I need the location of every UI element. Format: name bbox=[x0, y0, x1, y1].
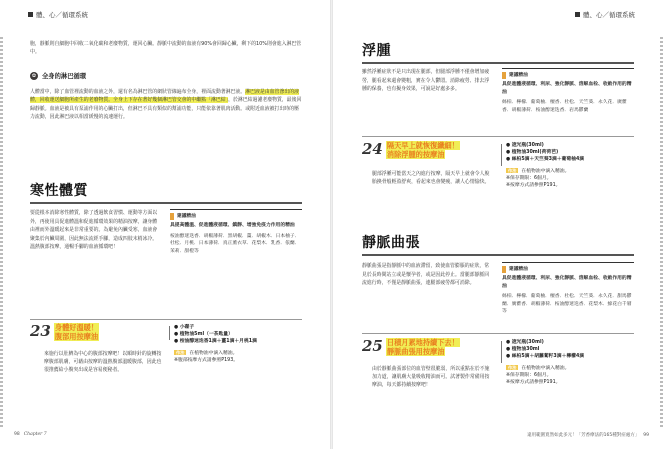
recipe-25-ingredients: ● 遮光瓶(30ml) ● 植物油30ml ● 絲柏5滴＋胡蘿蔔籽3滴＋檸檬4滴 作法 在植物油中滴入精油。 ※保存期限：6個月。 ※按摩方式請參照P191。 bbox=[506, 340, 585, 386]
recipe-rule bbox=[362, 136, 634, 137]
recommended-oils-box-2: 建議精油 具促進體液循環、利尿、強化靜脈、溶解血栓、收斂作用的精油 絲柏．檸檬．葡萄柚．檀香．杜松．天竺葵．永久花．甜馬鬱蘭．廣藿香．胡椒薄荷．桉油醇迷迭香．花梨木．綠花白千層等 bbox=[502, 262, 634, 315]
recommended-oils-list: 桉油醇迷迭香．胡椒薄荷．黑胡椒．薑．胡椒木．日本柚子．杜松．月桃．日本薄荷．真正薰衣草．花梨木．乳香．依蘭．茉莉．甜橙等 bbox=[170, 233, 300, 254]
header-square-icon bbox=[575, 12, 580, 17]
ingredient-divider bbox=[501, 341, 502, 363]
running-header-right: 體、心／循環系統 bbox=[575, 10, 635, 19]
intro-paragraph: 胞，靜脈則自細胞中回收二氧化碳和老廢物質，運回心臟。靜脈中流動的血液有90%會回歸心臟，剩下的10%則會進入淋巴管中。 bbox=[30, 41, 302, 56]
recipe-rule bbox=[30, 319, 302, 320]
recipe-24-title: 24 隔天早上就恢復纖細！ 消除浮腫的按摩油 bbox=[362, 140, 459, 159]
footer-left: 98 Chapter 7 bbox=[14, 432, 47, 437]
recipe-25-body: 由於靜脈曲張部位的血管壁很脆弱，所以重點在於不施加力道，讓肌膚大量吸收精油而可。試著製作常備用按摩油，每天都持續按摩吧！ bbox=[372, 366, 490, 388]
title-rule bbox=[362, 62, 634, 64]
recipe-24-body: 腿部浮腫可能當天之內進行按摩，隔天早上就會令人脫胎換骨般輕盈舒爽，看起來也會變瘦，讓人心情愉快。 bbox=[372, 171, 490, 185]
lymph-heading: ✿ 全身的淋巴循環 bbox=[31, 72, 87, 80]
bullet-dot-icon: ✿ bbox=[31, 72, 37, 79]
right-page bbox=[332, 0, 663, 449]
footer-right: 遠用範圍寬然如此多元！「芳香療法的165種對症處方」 99 bbox=[527, 432, 649, 438]
recipe-24-ingredients: ● 遮光瓶(30ml) ● 植物油30ml(荷荷芭) ● 絲柏5滴＋天竺葵3滴＋葡萄柚4滴 作法 在植物油中滴入精油。 ※保存期限：6個月。 ※按摩方式請參照P191。 bbox=[506, 143, 585, 189]
cold-paragraph: 要從根本消除寒性體質，除了透過飲食習慣、運動等方面以外，再使用具促進體溫和促進循環效果的精油按摩，讓身體由裡而外溫暖起來是非常重要的。為避免內臟受寒，血液會聚集於內臟周圍，因此無法流經手腳，造成四肢末梢冰冷。溫熱腹部按摩，通暢手腳的血液循環吧！ bbox=[30, 210, 158, 251]
method-tag: 作法 bbox=[176, 349, 185, 355]
varicose-title: 靜脈曲張 bbox=[362, 235, 420, 251]
title-rule bbox=[362, 254, 634, 256]
recommended-oils-box-1: 建議精油 具促進體液循環、利尿、強化靜脈、溶解血栓、收斂作用的精油 絲柏．檸檬．葡萄柚．檀香．杜松．天竺葵．永久花．廣藿香．胡椒薄荷．桉油醇迷迭香．岩馬鬱蘭 bbox=[502, 68, 634, 114]
swelling-title: 浮腫 bbox=[362, 43, 391, 59]
left-page bbox=[0, 0, 331, 449]
recommended-oils-heading: 建議精油 bbox=[170, 213, 199, 220]
recipe-rule bbox=[362, 333, 634, 334]
swelling-paragraph: 雖然浮腫症狀不是只出現在腿部，但腿部浮腫不僅會增加疲勞，腿看起來還會變粗，實在令人鬱悶。消除疲勞、排去浮腫的保養，也有擬身效果，可說是好處多多。 bbox=[362, 69, 490, 93]
recipe-23-title: 23 身體好溫暖！ 腹部用按摩油 bbox=[30, 322, 99, 341]
running-header-left: 體、心／循環系統 bbox=[28, 10, 88, 19]
recommended-oils-box bbox=[170, 209, 302, 255]
ingredient-divider bbox=[169, 326, 170, 340]
header-square-icon bbox=[28, 12, 33, 17]
ingredient-divider bbox=[501, 144, 502, 166]
recipe-23-ingredients: ● 小碟子 ● 植物油5ml（一茶匙量） ● 桉油醇迷迭香1滴＋薑1滴＋月桃1滴 作法 在植物油中滴入精油。 ※腹部按摩方式請參照P193。 bbox=[174, 325, 257, 363]
title-rule bbox=[30, 202, 302, 204]
recipe-23-body: 來施行以肚臍為中心的腹部按摩吧！以順時針的旋轉按摩腹部肌膚，可藉由按摩的溫熱腹部溫暖腹部，因此也很推薦給小腹突出或是容易便秘者。 bbox=[44, 351, 162, 373]
recommended-oils-purpose: 具提高體溫、促進體液循環、鎮靜、增強免疫力作用的精油 bbox=[170, 223, 295, 229]
lymph-paragraph: 人體當中，除了血管裡流動的血液之外，還有名為淋巴管的網狀管線遍布全身，裡面流動著淋巴液。淋巴液是由血管滲出的液體，回收運送細胞所產生的老廢物質。全身上下存在著好幾個淋巴管交會的中繼點「淋巴結」，於淋巴結過濾老廢物質，最後回歸靜脈。血液是被具有泵浦作用的心臟打出，但淋巴不具有類似的幫浦功能，只能依靠著肌肉活動。或附近血液被打出時的壓力流動，因此淋巴液以相當緩慢的流速運行。 bbox=[30, 89, 302, 120]
recipe-25-title: 25 日積月累地持續下去！ 靜脈曲張用按摩油 bbox=[362, 337, 459, 356]
cold-constitution-title: 寒性體質 bbox=[30, 183, 88, 199]
recipe-number: 23 bbox=[30, 322, 51, 340]
varicose-paragraph: 靜脈曲張是指靜脈中的血液滯留，致使血管膨脹的症狀，常見於長時間站立或是懷孕者，或是因此停止。當腿部靜脈回流進行時，不僅是靜脈曲張，連腿部疲勞都可消除。 bbox=[362, 263, 490, 287]
